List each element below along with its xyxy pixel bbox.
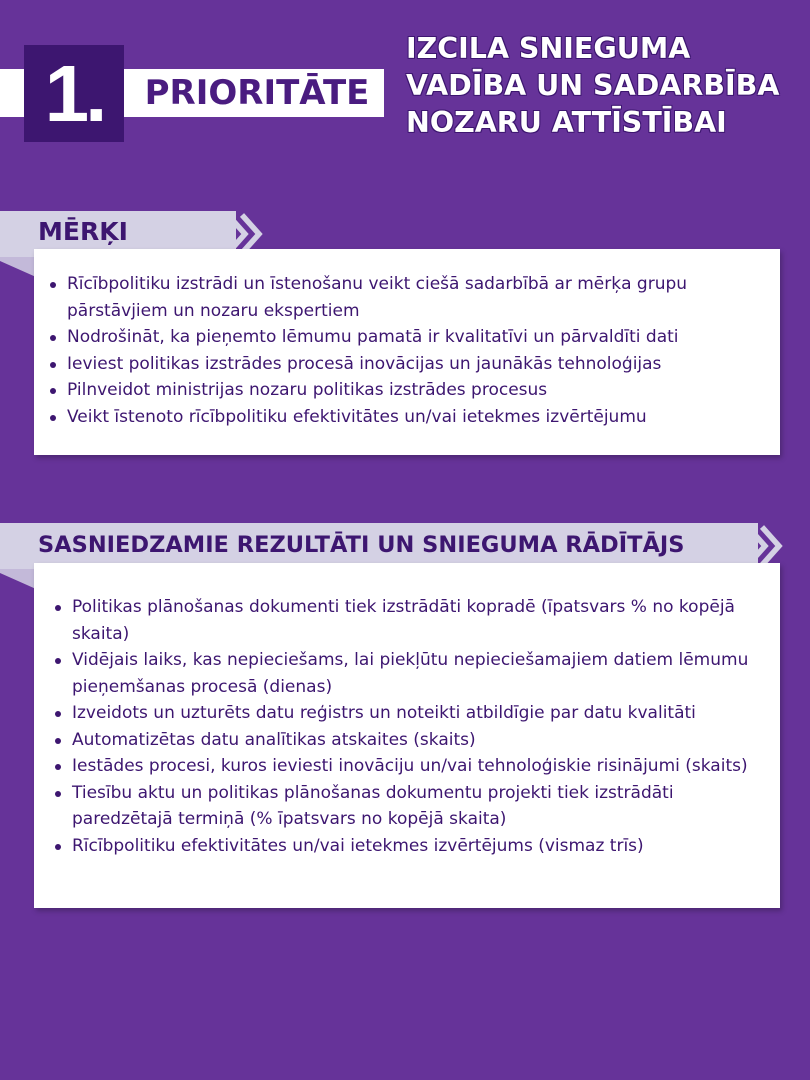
list-item: Nodrošināt, ka pieņemto lēmumu pamatā ir kvalitatīvi un pārvaldīti dati — [67, 324, 760, 351]
list-item: Rīcībpolitiku efektivitātes un/vai ietekmes izvērtējums (vismaz trīs) — [72, 833, 760, 860]
list-item: Politikas plānošanas dokumenti tiek izstrādāti kopradē (īpatsvars % no kopējā skaita) — [72, 594, 760, 647]
priority-title — [406, 30, 806, 141]
priority-title-line: IZCILA SNIEGUMA — [406, 32, 691, 65]
goals-list — [34, 249, 780, 430]
priority-title-line: VADĪBA UN SADARBĪBA — [406, 69, 780, 102]
list-item: Ieviest politikas izstrādes procesā inovācijas un jaunākās tehnoloģijas — [67, 351, 760, 378]
priority-title-line: NOZARU ATTĪSTĪBAI — [406, 106, 727, 139]
results-heading: SASNIEDZAMIE REZULTĀTI UN SNIEGUMA RĀDĪTĀJS — [38, 532, 685, 558]
list-item: Tiesību aktu un politikas plānošanas dokumentu projekti tiek izstrādāti paredzētajā termiņā (% īpatsvars no kopējā skaita) — [72, 780, 760, 833]
list-item: Pilnveidot ministrijas nozaru politikas izstrādes procesus — [67, 377, 760, 404]
results-list — [34, 563, 780, 859]
list-item: Izveidots un uzturēts datu reģistrs un noteikti atbildīgie par datu kvalitāti — [72, 700, 760, 727]
list-item: Veikt īstenoto rīcībpolitiku efektivitātes un/vai ietekmes izvērtējumu — [67, 404, 760, 431]
banner-fold — [0, 569, 36, 595]
priority-label: PRIORITĀTE — [144, 73, 370, 113]
list-item: Automatizētas datu analītikas atskaites (skaits) — [72, 727, 760, 754]
list-item: Vidējais laiks, kas nepieciešams, lai piekļūtu nepieciešamajiem datiem lēmumu pieņemšanas procesā (dienas) — [72, 647, 760, 700]
priority-number: 1. — [44, 48, 104, 138]
goals-panel — [34, 249, 780, 455]
banner-fold — [0, 257, 36, 283]
list-item: Rīcībpolitiku izstrādi un īstenošanu veikt ciešā sadarbībā ar mērķa grupu pārstāvjiem un nozaru ekspertiem — [67, 271, 760, 324]
results-panel — [34, 563, 780, 908]
goals-heading: MĒRĶI — [38, 217, 128, 246]
priority-number-box — [24, 45, 124, 142]
list-item: Iestādes procesi, kuros ieviesti inovāciju un/vai tehnoloģiskie risinājumi (skaits) — [72, 753, 760, 780]
